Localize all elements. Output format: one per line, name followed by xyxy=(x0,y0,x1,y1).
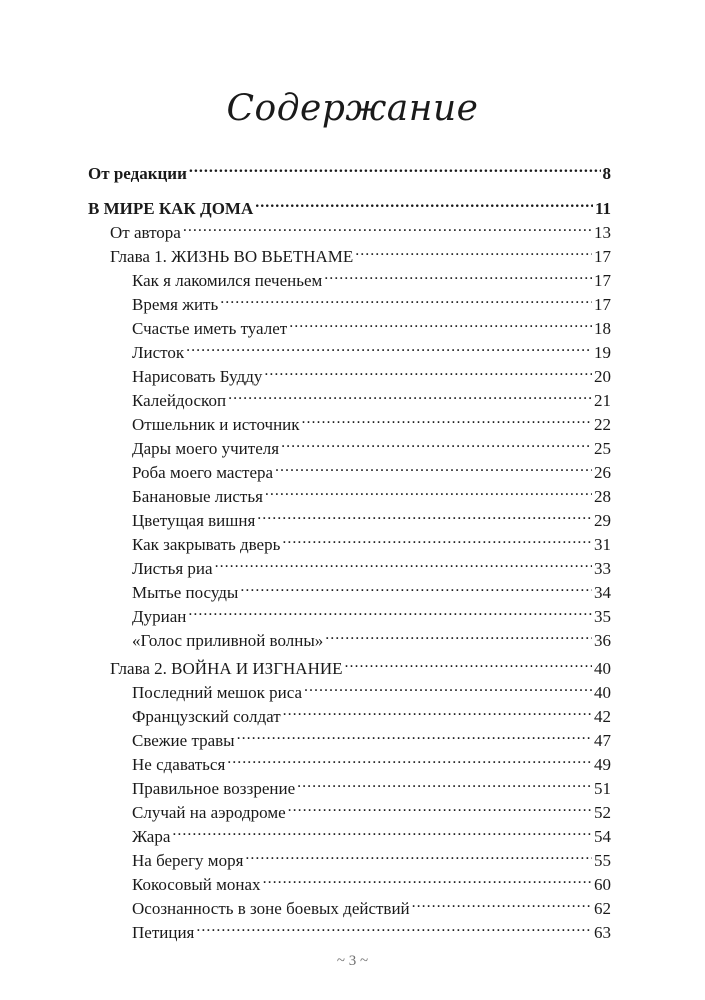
dot-leader xyxy=(215,552,592,574)
toc-entry-label: Свежие травы xyxy=(132,731,235,750)
dot-leader xyxy=(255,192,593,214)
toc-entry-label: От автора xyxy=(110,223,181,242)
dot-leader xyxy=(265,480,592,502)
toc-entry-label: Мытье посуды xyxy=(132,583,239,602)
toc-entry-label: Петиция xyxy=(132,923,195,942)
dot-leader xyxy=(325,624,592,646)
toc-entry-label: Не сдаваться xyxy=(132,755,226,774)
toc-entry-label: Как я лакомился печеньем xyxy=(132,271,323,290)
dot-leader xyxy=(245,844,592,866)
toc-entry-page-number: 52 xyxy=(594,803,611,822)
toc-entry xyxy=(132,408,611,434)
dot-leader xyxy=(345,652,592,674)
toc-entry xyxy=(132,772,611,798)
toc-entry-label: Кокосовый монах xyxy=(132,875,261,894)
toc-entry-page-number: 19 xyxy=(594,343,611,362)
toc-entry-label: В МИРЕ КАК ДОМА xyxy=(88,199,254,218)
toc-entry xyxy=(132,576,611,602)
toc-entry-page-number: 13 xyxy=(594,223,611,242)
toc-entry-label: Правильное воззрение xyxy=(132,779,296,798)
dot-leader xyxy=(355,240,592,262)
dot-leader xyxy=(263,868,592,890)
toc-entry xyxy=(132,724,611,750)
toc-entry-page-number: 31 xyxy=(594,535,611,554)
toc-entry-label: Цветущая вишня xyxy=(132,511,256,530)
toc-entry xyxy=(132,336,611,362)
toc-entry-page-number: 17 xyxy=(594,271,611,290)
toc-entry-label: Нарисовать Будду xyxy=(132,367,263,386)
toc-entry-page-number: 26 xyxy=(594,463,611,482)
dot-leader xyxy=(302,408,592,430)
toc-entry-page-number: 54 xyxy=(594,827,611,846)
toc-entry-label: Осознанность в зоне боевых действий xyxy=(132,899,410,918)
toc-entry-page-number: 42 xyxy=(594,707,611,726)
toc-entry xyxy=(132,796,611,822)
dot-leader xyxy=(412,892,592,914)
dot-leader xyxy=(288,796,592,818)
dot-leader xyxy=(289,312,592,334)
toc-entry xyxy=(110,240,611,266)
toc-entry-page-number: 62 xyxy=(594,899,611,918)
toc-entry-page-number: 63 xyxy=(594,923,611,942)
dot-leader xyxy=(282,528,592,550)
toc-entry xyxy=(132,504,611,530)
toc-entry-page-number: 34 xyxy=(594,583,611,602)
dot-leader xyxy=(220,288,592,310)
toc-entry-label: Случай на аэродроме xyxy=(132,803,286,822)
toc-entry-page-number: 25 xyxy=(594,439,611,458)
toc-entry xyxy=(132,360,611,386)
toc-entry-label: «Голос приливной волны» xyxy=(132,631,324,650)
toc-entry-page-number: 17 xyxy=(594,247,611,266)
dot-leader xyxy=(186,336,592,358)
dot-leader xyxy=(189,157,601,179)
dot-leader xyxy=(237,724,592,746)
toc-entry xyxy=(132,288,611,314)
page-number-footer: ~ 3 ~ xyxy=(336,953,369,969)
toc-entry xyxy=(132,676,611,702)
dot-leader xyxy=(172,820,592,842)
toc-entry-page-number: 55 xyxy=(594,851,611,870)
dot-leader xyxy=(227,748,592,770)
toc-entry xyxy=(132,624,611,650)
toc-entry-page-number: 40 xyxy=(594,659,611,678)
dot-leader xyxy=(283,700,592,722)
toc-entry xyxy=(132,480,611,506)
dot-leader xyxy=(183,216,592,238)
dot-leader xyxy=(304,676,592,698)
page-title: Содержание xyxy=(226,88,479,129)
toc-entry-page-number: 28 xyxy=(594,487,611,506)
toc-entry-label: Последний мешок риса xyxy=(132,683,303,702)
toc-entry-page-number: 51 xyxy=(594,779,611,798)
toc-entry-label: Дуриан xyxy=(132,607,187,626)
toc-entry-label: Французский солдат xyxy=(132,707,281,726)
toc-entry-label: Листок xyxy=(132,343,185,362)
toc-entry-label: Листья риа xyxy=(132,559,213,578)
toc-entry-label: От редакции xyxy=(88,164,187,183)
toc-entry-page-number: 21 xyxy=(594,391,611,410)
toc-entry-page-number: 40 xyxy=(594,683,611,702)
toc-entry-page-number: 22 xyxy=(594,415,611,434)
toc-entry xyxy=(132,312,611,338)
dot-leader xyxy=(240,576,592,598)
toc-entry xyxy=(88,192,611,218)
toc-entry xyxy=(110,652,611,678)
toc-entry-page-number: 11 xyxy=(594,199,611,218)
toc-entry xyxy=(88,157,611,183)
toc-entry xyxy=(132,748,611,774)
toc-entry xyxy=(132,892,611,918)
toc-entry-label: Дары моего учителя xyxy=(132,439,280,458)
toc-entry-label: Как закрывать дверь xyxy=(132,535,281,554)
toc-entry-label: Отшельник и источник xyxy=(132,415,300,434)
dot-leader xyxy=(297,772,592,794)
toc-entry xyxy=(132,820,611,846)
toc-entry-page-number: 18 xyxy=(594,319,611,338)
toc-entry xyxy=(132,552,611,578)
dot-leader xyxy=(188,600,592,622)
toc-entry-label: Глава 1. ЖИЗНЬ ВО ВЬЕТНАМЕ xyxy=(110,247,354,266)
toc-entry xyxy=(132,456,611,482)
toc-entry xyxy=(132,916,611,942)
toc-entry xyxy=(132,600,611,626)
dot-leader xyxy=(264,360,592,382)
toc-entry-page-number: 8 xyxy=(602,164,611,183)
toc-entry-page-number: 33 xyxy=(594,559,611,578)
toc-entry-label: Калейдоскоп xyxy=(132,391,227,410)
dot-leader xyxy=(275,456,592,478)
toc-entry xyxy=(132,844,611,870)
toc-entry xyxy=(132,264,611,290)
dot-leader xyxy=(228,384,592,406)
dot-leader xyxy=(324,264,592,286)
toc-entry-page-number: 36 xyxy=(594,631,611,650)
toc-entry xyxy=(132,868,611,894)
toc-entry-label: Счастье иметь туалет xyxy=(132,319,288,338)
toc-entry-label: Глава 2. ВОЙНА И ИЗГНАНИЕ xyxy=(110,659,343,678)
dot-leader xyxy=(257,504,592,526)
toc-entry-label: Время жить xyxy=(132,295,219,314)
toc-entry xyxy=(132,432,611,458)
toc-entry-page-number: 17 xyxy=(594,295,611,314)
toc-entry-page-number: 29 xyxy=(594,511,611,530)
toc-entry-label: Жара xyxy=(132,827,171,846)
toc-entry-page-number: 49 xyxy=(594,755,611,774)
toc-entry xyxy=(132,528,611,554)
toc-entry-label: Роба моего мастера xyxy=(132,463,274,482)
toc-entry xyxy=(110,216,611,242)
toc-entry-label: На берегу моря xyxy=(132,851,244,870)
dot-leader xyxy=(196,916,592,938)
toc-entry xyxy=(132,384,611,410)
toc-entry-page-number: 60 xyxy=(594,875,611,894)
toc-entry-page-number: 20 xyxy=(594,367,611,386)
toc-entry-page-number: 47 xyxy=(594,731,611,750)
toc-entry-page-number: 35 xyxy=(594,607,611,626)
toc-entry-label: Банановые листья xyxy=(132,487,263,506)
toc-entry xyxy=(132,700,611,726)
dot-leader xyxy=(281,432,592,454)
